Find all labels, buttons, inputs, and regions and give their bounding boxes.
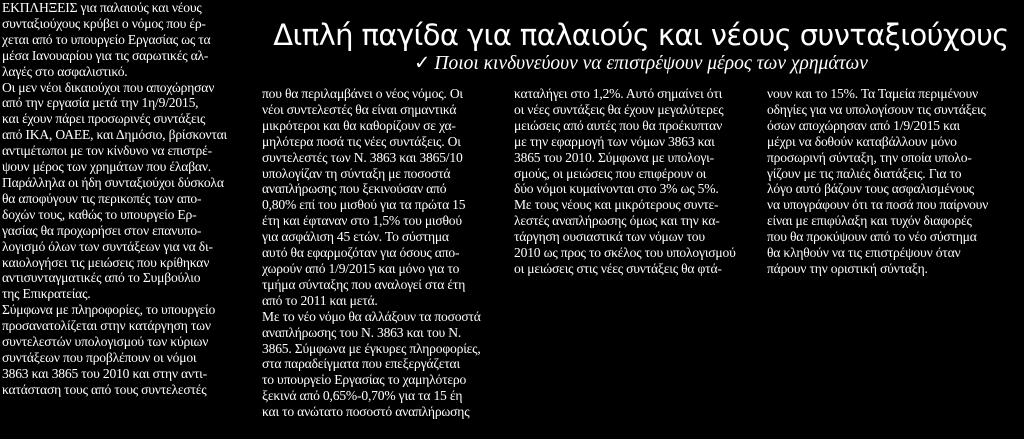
text-line: χεται από το υπουργείο Εργασίας ως τα (2, 31, 211, 47)
text-line: που θα περιλαμβάνει ο νέος νόμος. Οι (262, 86, 463, 101)
text-line: συντάξεων που προβλέπουν οι νόμοι (2, 349, 197, 365)
text-line: μέσα Ιανουαρίου για τις σαρωτικές αλ- (2, 47, 209, 63)
text-line: καταλήγει στο 1,2%. Αυτό σημαίνει ότι (514, 86, 723, 101)
text-line: από το 2011 και μετά. (262, 292, 378, 308)
text-line: να υπογράφουν ότι τα ποσά που παίρνουν (767, 197, 989, 213)
text-line: 2010 ως προς το σκέλος του υπολογισμού (514, 245, 736, 261)
text-line: οι μειώσεις στις νέες συντάξεις θα φτά- (514, 260, 722, 276)
text-line: Με το νέο νόμο θα αλλάξουν τα ποσοστά (262, 308, 481, 324)
text-line: νουν και το 15%. Τα Ταμεία περιμένουν (767, 86, 978, 101)
text-line: Οι μεν νέοι δικαιούχοι που αποχώρησαν (2, 79, 215, 95)
text-line: οι νέες συντάξεις θα έχουν μεγαλύτερες (514, 101, 724, 117)
text-line: σμούς, οι μειώσεις που επιφέρουν οι (514, 165, 707, 181)
text-line: λεστές αναπλήρωσης όμως και την κα- (514, 213, 720, 229)
checkmark-icon: ✓ (414, 53, 431, 74)
text-line: στα παραδείγματα που επεξεργάζεται (262, 356, 460, 372)
article-column-4 (767, 86, 1019, 277)
text-line: τμήμα σύνταξης που αναλογεί στα έτη (262, 276, 466, 292)
article-column-1 (2, 0, 242, 398)
text-line: το υπουργείο Εργασίας το χαμηλότερο (262, 372, 467, 388)
text-line: για ασφάλιση 45 ετών. Το σύστημα (262, 229, 449, 245)
text-line: θα αποφύγουν τις περικοπές των απο- (2, 190, 202, 206)
text-line: αντισυνταγματικές από το Συμβούλιο (2, 270, 201, 286)
article-subhead-text: Ποιοι κινδυνεύουν να επιστρέψουν μέρος των χρημάτων (434, 53, 868, 74)
text-line: Με τους νέους και μικρότερους συντε- (514, 197, 719, 213)
text-line: ΕΚΠΛΗΞΕΙΣ για παλαιούς και νέους (2, 0, 202, 15)
text-line: 3865. Σύμφωνα με έγκυρες πληροφορίες, (262, 340, 481, 356)
text-line: λόγο αυτό βάζουν τους ασφαλισμένους (767, 181, 974, 197)
text-line: όσων αποχώρησαν από 1/9/2015 και (767, 117, 960, 133)
text-line: 0,80% επί του μισθού για τα πρώτα 15 (262, 197, 466, 213)
text-line: είναι με επιφύλαξη και τυχόν διαφορές (767, 213, 972, 229)
article-subhead (262, 52, 1020, 76)
text-line: ψουν μέρος των χρημάτων που έλαβαν. (2, 159, 211, 175)
text-line: δοχών τους, καθώς το υπουργείο Ερ- (2, 206, 197, 222)
text-line: Παράλληλα οι ήδη συνταξιούχοι δύσκολα (2, 174, 224, 190)
text-line: συντελεστών υπολογισμού των κύριων (2, 334, 209, 350)
article-headline: Διπλή παγίδα για παλαιούς και νέους συνταξιούχους (273, 18, 1009, 52)
text-line: γίζουν με τις παλιές διατάξεις. Για το (767, 165, 962, 181)
text-line: τάργηση ουσιαστικά των νόμων του (514, 229, 705, 245)
text-line: ξεκινά από 0,65%-0,70% για τα 15 έη (262, 388, 463, 404)
text-line: με την εφαρμογή των νόμων 3863 και (514, 133, 715, 149)
text-line: καιολογήσει τις μειώσεις που κρίθηκαν (2, 254, 210, 270)
text-line: συνταξιούχους κρύβει ο νόμος που έρ- (2, 15, 206, 31)
article-column-3 (514, 86, 750, 277)
text-line: 3863 και 3865 του 2010 και στην αντι- (2, 365, 207, 381)
text-line: γασίας θα προχωρήσει στον επανυπο- (2, 222, 202, 238)
text-line: κατάσταση τους από τους συντελεστές (2, 381, 207, 397)
text-line: που θα προκύψουν από το νέο σύστημα (767, 229, 977, 245)
text-line: αντιμέτωποι με τον κίνδυνο να επιστρέ- (2, 143, 212, 159)
text-line: πάρουν την οριστική σύνταξη. (767, 260, 928, 276)
article-column-2 (262, 86, 500, 420)
text-line: υπολογίζαν τη σύνταξη με ποσοστά (262, 165, 451, 181)
text-line: δύο νόμοι κυμαίνονται στο 3% ως 5%. (514, 181, 719, 197)
text-line: Σύμφωνα με πληροφορίες, το υπουργείο (2, 302, 216, 318)
text-line: 3865 του 2010. Σύμφωνα με υπολογι- (514, 149, 714, 165)
text-line: νέοι συντελεστές θα είναι σημαντικά (262, 101, 457, 117)
text-line: λογισμό όλων των συντάξεων για να δι- (2, 238, 213, 254)
text-line: της Επικρατείας. (2, 286, 91, 302)
text-line: αυτό θα εφαρμοζόταν για όσους απο- (262, 245, 460, 261)
text-line: μικρότεροι και θα καθορίζουν σε χα- (262, 117, 456, 133)
text-line: αναπλήρωσης που ξεκινούσαν από (262, 181, 447, 197)
text-line: αναπλήρωσης του Ν. 3863 και του Ν. (262, 324, 462, 340)
text-line: και το ανώτατο ποσοστό αναπλήρωσης (262, 404, 470, 420)
text-line: προσανατολίζεται στην κατάργηση των (2, 318, 211, 334)
text-line: λαγές στο ασφαλιστικό. (2, 63, 128, 79)
text-line: μέχρι να δοθούν καταβάλλουν μόνο (767, 133, 957, 149)
text-line: οδηγίες για να υπολογίσουν τις συντάξεις (767, 101, 986, 117)
text-line: συντελεστές των Ν. 3863 και 3865/10 (262, 149, 463, 165)
text-line: θα κληθούν να τις επιστρέψουν όταν (767, 245, 961, 261)
text-line: έτη και έφταναν στο 1,5% του μισθού (262, 213, 462, 229)
text-line: μηλότερα ποσά τις νέες συντάξεις. Οι (262, 133, 461, 149)
text-line: από την εργασία μετά την 1η/9/2015, (2, 95, 199, 111)
text-line: μειώσεις από αυτές που θα προέκυπταν (514, 117, 723, 133)
text-line: και έχουν πάρει προσωρινές συντάξεις (2, 111, 206, 127)
text-line: προσωρινή σύνταξη, την οποία υπολο- (767, 149, 972, 165)
text-line: από ΙΚΑ, ΟΑΕΕ, και Δημόσιο, βρίσκονται (2, 127, 228, 143)
text-line: χωρούν από 1/9/2015 και μόνο για το (262, 260, 460, 276)
